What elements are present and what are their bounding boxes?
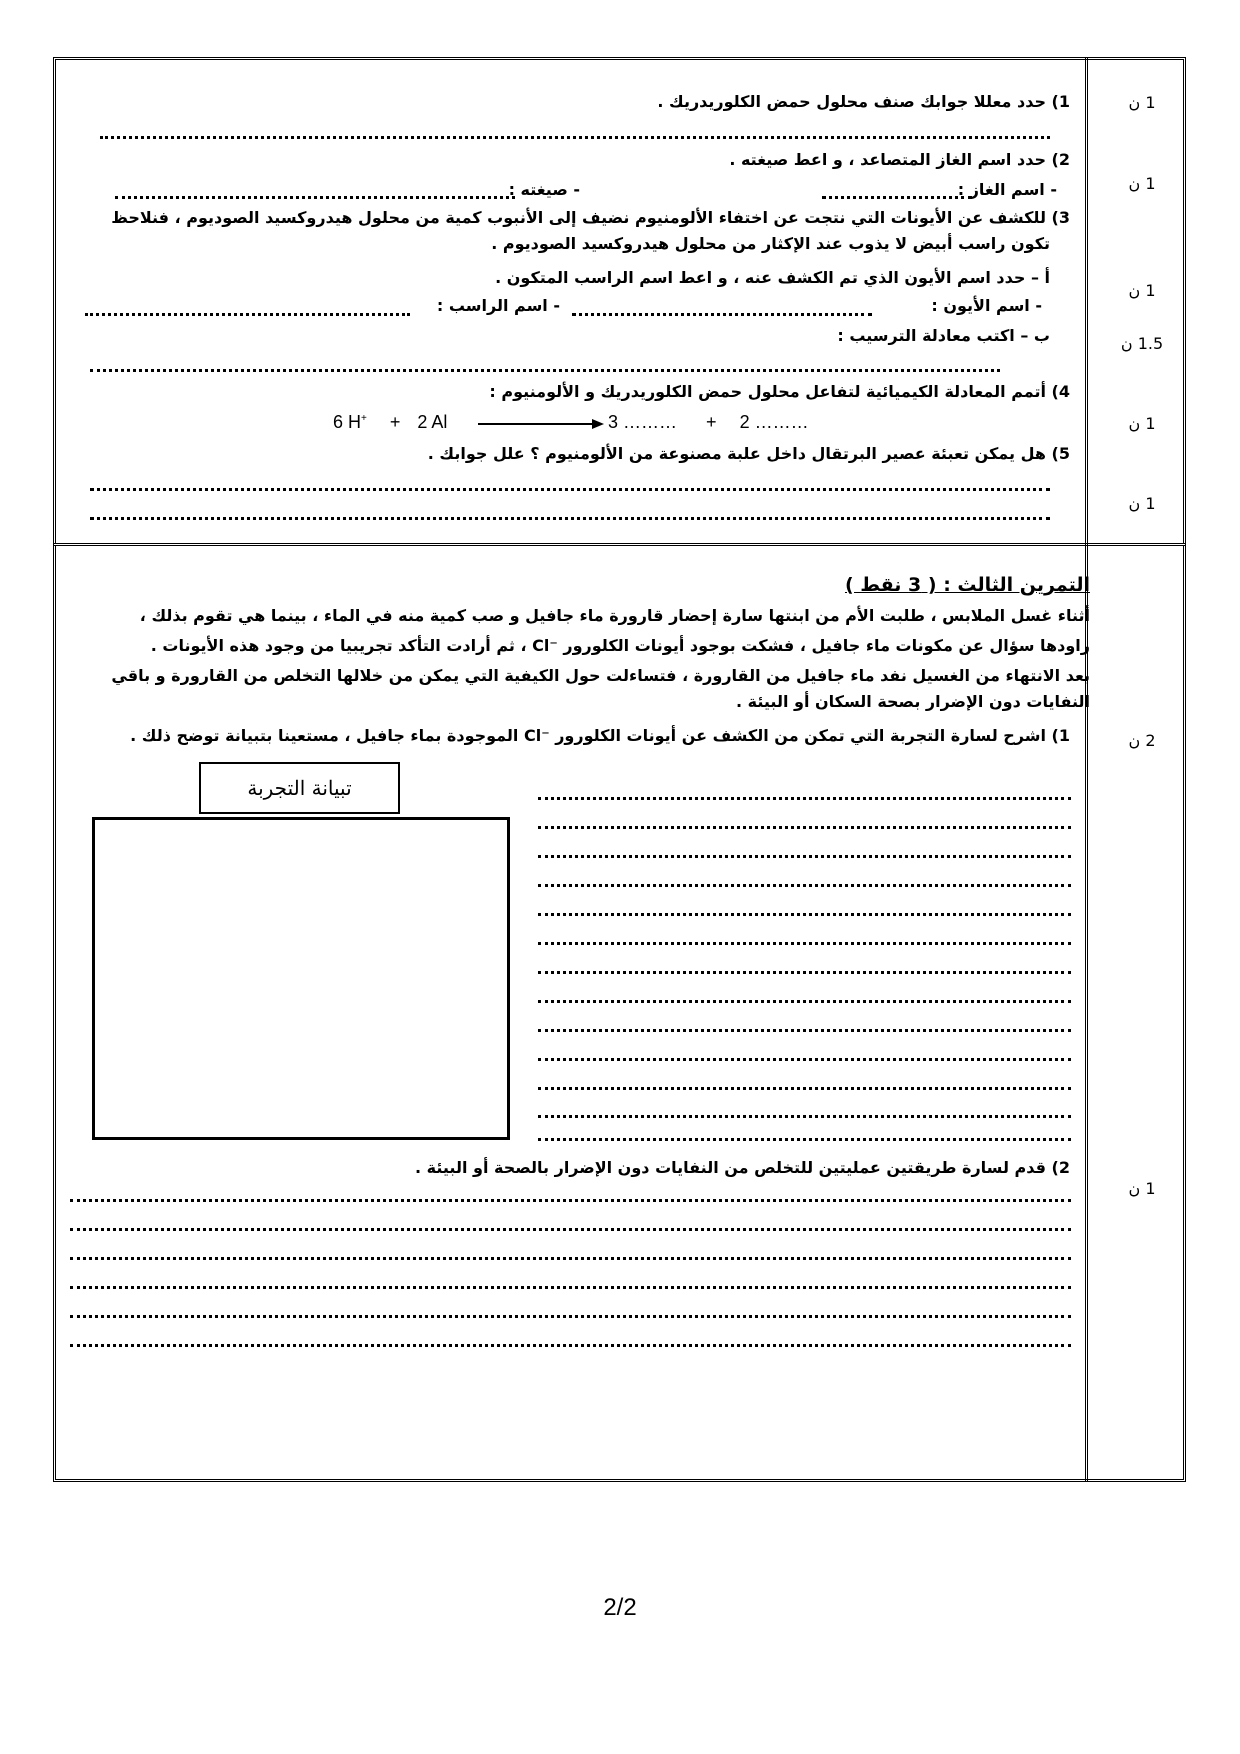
equation-charge: +	[361, 413, 367, 424]
reaction-arrow-icon	[476, 416, 606, 432]
equation-product-2: 2 ………	[739, 412, 809, 432]
answer-line	[70, 1228, 1071, 1231]
exercise-3-title: التمرين الثالث : ( 3 نقط )	[844, 574, 1090, 596]
answer-line	[90, 488, 1050, 491]
answer-line	[538, 1029, 1071, 1032]
exercise-3-paragraph-1: أثناء غسل الملابس ، طلبت الأم من ابنتها سارة إحضار قارورة ماء جافيل و صب كمية منه في الماء ، بينما هي تقوم بذلك ،	[139, 606, 1090, 625]
equation-plus: +	[389, 412, 401, 432]
answer-line	[538, 942, 1071, 945]
answer-line	[538, 1058, 1071, 1061]
equation-plus: +	[706, 412, 717, 432]
exercise-3-paragraph-3: بعد الانتهاء من الغسيل نفد ماء جافيل من القارورة ، فتساءلت حول الكيفية التي يمكن من خلالها التخلص من القارورة و باقي	[111, 666, 1090, 685]
question-1: 1) حدد معللا جوابك صنف محلول حمض الكلوريدريك .	[657, 92, 1070, 111]
score-q2: 1 ن	[1128, 174, 1156, 193]
answer-line	[538, 884, 1071, 887]
ion-name-label: - اسم الأيون :	[931, 296, 1042, 315]
section-1-score-divider	[1085, 57, 1088, 546]
score-ex3-q1: 2 ن	[1128, 731, 1156, 750]
score-q4: 1 ن	[1128, 414, 1156, 433]
answer-line	[822, 196, 972, 199]
question-2: 2) حدد اسم الغاز المتصاعد ، و اعط صيغته .	[729, 150, 1070, 169]
diagram-drawing-area	[92, 817, 510, 1140]
exercise-3-paragraph-2: راودها سؤال عن مكونات ماء جافيل ، فشكت بوجود أيونات الكلورور ⁻Cl ، ثم أرادت التأكد تجريبيا من وجود هذه الأيونات .	[150, 636, 1090, 655]
answer-line	[70, 1257, 1071, 1260]
formula-label: - صيغته :	[508, 180, 580, 199]
answer-line	[115, 196, 515, 199]
answer-line	[100, 136, 1050, 139]
diagram-label: تبيانة التجربة	[247, 776, 352, 800]
precipitate-name-label: - اسم الراسب :	[436, 296, 560, 315]
equation-products	[608, 412, 809, 433]
question-3b: ب – اكتب معادلة الترسيب :	[837, 326, 1050, 345]
exercise-3-paragraph-4: النفايات دون الإضرار بصحة السكان أو البيئة .	[736, 692, 1090, 711]
answer-line	[70, 1344, 1071, 1347]
score-q5: 1 ن	[1128, 494, 1156, 513]
answer-line	[538, 1138, 1071, 1141]
answer-line	[538, 971, 1071, 974]
score-q1: 1 ن	[1128, 93, 1156, 112]
chemical-equation	[333, 412, 447, 433]
question-5: 5) هل يمكن تعبئة عصير البرتقال داخل علبة مصنوعة من الألومنيوم ؟ علل جوابك .	[427, 444, 1070, 463]
answer-line	[85, 313, 410, 316]
exercise-3-question-2: 2) قدم لسارة طريقتين عمليتين للتخلص من النفايات دون الإضرار بالصحة أو البيئة .	[415, 1158, 1070, 1177]
answer-line	[538, 1000, 1071, 1003]
equation-reactant-1: 6 H	[333, 412, 362, 432]
equation-product-1: 3 ………	[608, 412, 678, 432]
score-q3b: 1.5 ن	[1120, 334, 1164, 353]
question-3a: أ – حدد اسم الأيون الذي تم الكشف عنه ، و اعط اسم الراسب المتكون .	[495, 268, 1050, 287]
answer-line	[538, 826, 1071, 829]
answer-line	[70, 1199, 1071, 1202]
score-q3a: 1 ن	[1128, 281, 1156, 300]
equation-reactant-2: 2 Al	[417, 412, 448, 432]
answer-line	[538, 1087, 1071, 1090]
question-3-line-2: تكون راسب أبيض لا يذوب عند الإكثار من محلول هيدروكسيد الصوديوم .	[491, 234, 1050, 253]
exercise-3-question-1: 1) اشرح لسارة التجربة التي تمكن من الكشف عن أيونات الكلورور ⁻Cl الموجودة بماء جافيل ، مستعينا بتبيانة توضح ذلك .	[130, 726, 1070, 745]
gas-name-label: - اسم الغاز :	[957, 180, 1057, 199]
answer-line	[538, 913, 1071, 916]
question-3-line-1: 3) للكشف عن الأيونات التي نتجت عن اختفاء الألومنيوم نضيف إلى الأنبوب كمية من محلول هيدروكسيد الصوديوم ، فنلاحظ	[111, 208, 1070, 227]
score-ex3-q2: 1 ن	[1128, 1179, 1156, 1198]
answer-line	[90, 517, 1050, 520]
answer-line	[572, 313, 872, 316]
page-number: 2/2	[603, 1594, 637, 1621]
question-4: 4) أتمم المعادلة الكيميائية لتفاعل محلول حمض الكلوريدريك و الألومنيوم :	[489, 382, 1070, 401]
answer-line	[90, 369, 1000, 372]
answer-line	[70, 1315, 1071, 1318]
answer-line	[538, 1115, 1071, 1118]
answer-line	[538, 797, 1071, 800]
answer-line	[70, 1286, 1071, 1289]
diagram-label-box	[199, 762, 400, 814]
answer-line	[538, 855, 1071, 858]
